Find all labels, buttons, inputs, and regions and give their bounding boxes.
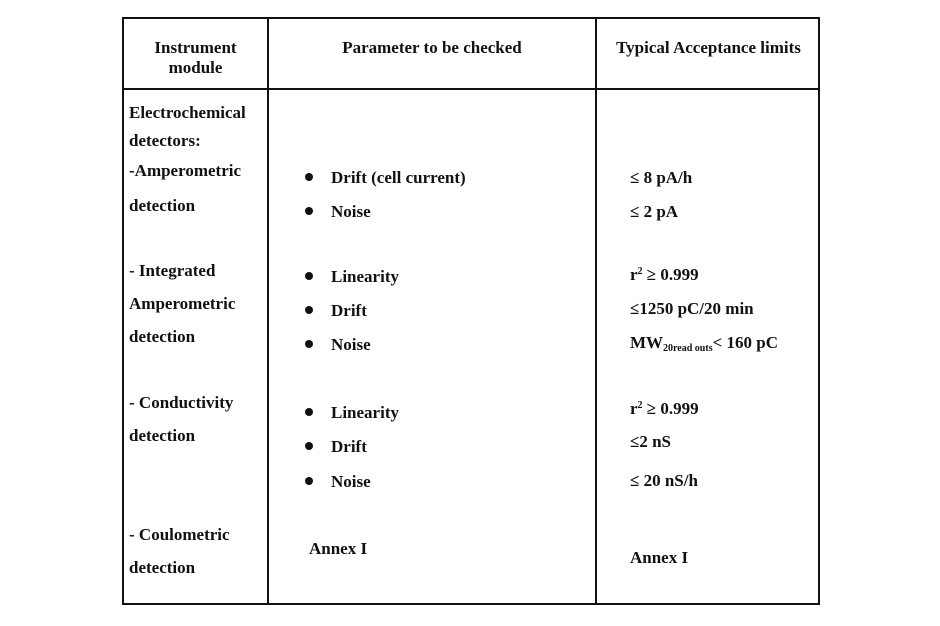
bullet-icon (305, 272, 313, 280)
module-label: Electrochemical (129, 103, 246, 122)
limit-value: Annex I (630, 548, 689, 567)
limit-value: ≤ 8 pA/h (630, 168, 693, 187)
header-acceptance-limits: Typical Acceptance limits (616, 38, 801, 57)
bullet-icon (305, 340, 313, 348)
bullet-icon (305, 306, 313, 314)
parameter-item: Linearity (331, 403, 399, 422)
bullet-icon (305, 207, 313, 215)
parameter-item: Noise (331, 335, 371, 354)
limit-value: ≤1250 pC/20 min (630, 299, 754, 318)
module-label: - Coulometric (129, 525, 230, 544)
column-divider (267, 19, 269, 603)
limit-value: $r^2 \ge 0.999$ (630, 399, 699, 418)
limit-value: ≤2 nS (630, 432, 671, 451)
module-label: Amperometric (129, 294, 236, 313)
limit-value: ≤ 20 nS/h (630, 471, 698, 490)
module-label: detection (129, 426, 196, 445)
module-label: - Integrated (129, 261, 216, 280)
module-label: -Amperometric (129, 161, 242, 180)
column-divider (595, 19, 597, 603)
bullet-icon (305, 477, 313, 485)
header-parameter: Parameter to be checked (342, 38, 522, 57)
module-label: - Conductivity (129, 393, 234, 412)
module-label: detectors: (129, 131, 201, 150)
parameter-item: Drift (cell current) (331, 168, 466, 187)
module-label: detection (129, 558, 196, 577)
bullet-icon (305, 408, 313, 416)
parameter-item: Noise (331, 202, 371, 221)
module-label: detection (129, 327, 196, 346)
limit-value: ≤ 2 pA (630, 202, 679, 221)
parameter-item: Drift (331, 437, 367, 456)
bullet-icon (305, 442, 313, 450)
parameter-item: Annex I (309, 539, 368, 558)
module-label: detection (129, 196, 196, 215)
parameter-item: Noise (331, 472, 371, 491)
limit-value: $r^2 \ge 0.999$ (630, 265, 699, 284)
header-divider (124, 88, 818, 90)
parameter-item: Drift (331, 301, 367, 320)
acceptance-limits-table (122, 17, 820, 605)
bullet-icon (305, 173, 313, 181)
parameter-item: Linearity (331, 267, 399, 286)
limit-value: $MW_{20read outs}< 160$ pC (630, 333, 779, 354)
header-instrument-module: Instrument module (154, 38, 237, 77)
